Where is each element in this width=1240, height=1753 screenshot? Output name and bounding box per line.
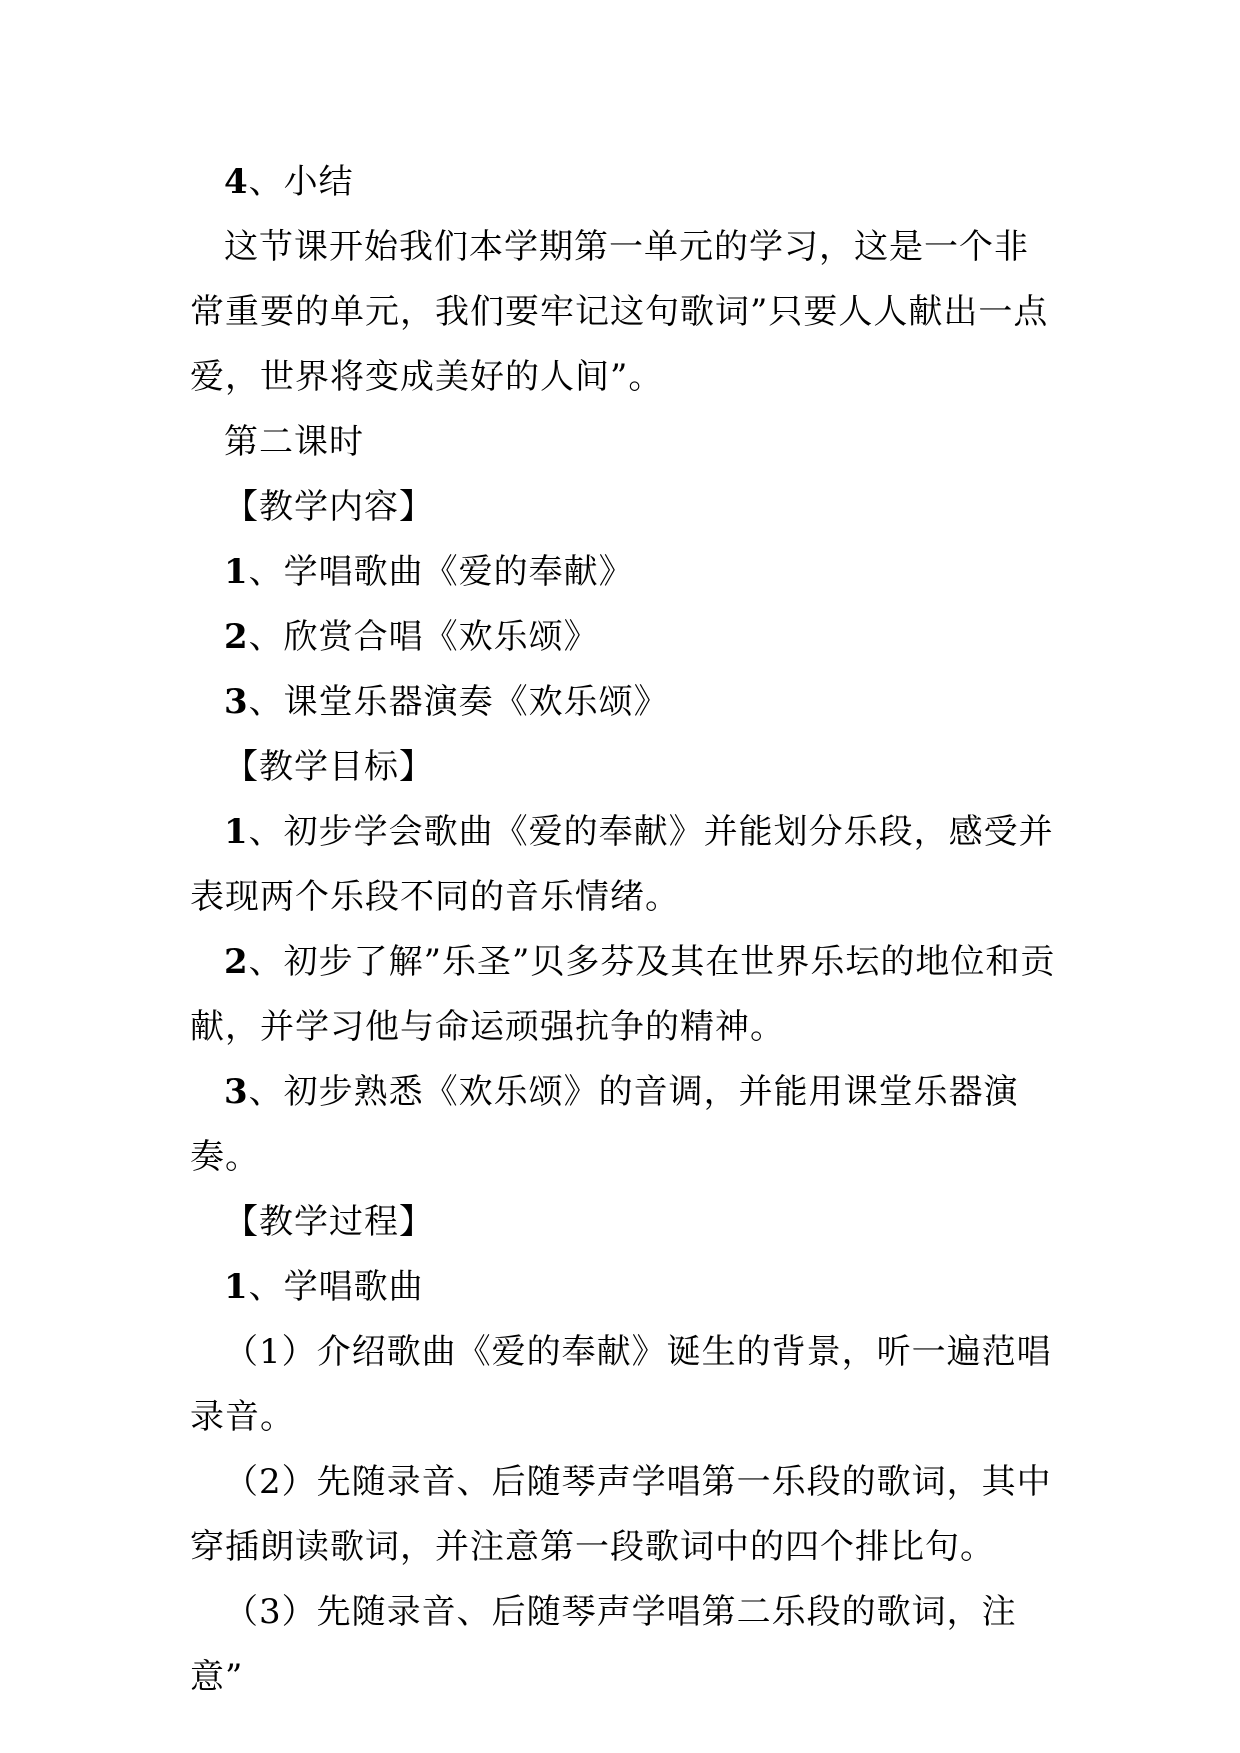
list-item: 3、课堂乐器演奏《欢乐颂》 [224, 682, 669, 722]
sub-item: （2）先随录音、后随琴声学唱第一乐段的歌词，其中穿插朗读歌词，并注意第一段歌词中的四个排比句。 [190, 1462, 1052, 1567]
sub-item: （3）先随录音、后随琴声学唱第二乐段的歌词，注意” [190, 1592, 1017, 1697]
list-item: 1、学唱歌曲《爱的奉献》 [224, 552, 634, 592]
paragraph-summary: 4、小结 [224, 162, 354, 202]
list-item: 2、欣赏合唱《欢乐颂》 [224, 617, 599, 657]
list-item: 1、初步学会歌曲《爱的奉献》并能划分乐段，感受并表现两个乐段不同的音乐情绪。 [190, 812, 1054, 917]
list-item: 2、初步了解”乐圣”贝多芬及其在世界乐坛的地位和贡献，并学习他与命运顽强抗争的精神。 [190, 942, 1056, 1047]
document-body [190, 150, 1060, 1710]
sub-item: （1）介绍歌曲《爱的奉献》诞生的背景，听一遍范唱录音。 [190, 1332, 1052, 1437]
list-item: 3、初步熟悉《欢乐颂》的音调，并能用课堂乐器演奏。 [190, 1072, 1019, 1177]
section-heading-content: 【教学内容】 [224, 487, 434, 527]
paragraph-summary-body: 这节课开始我们本学期第一单元的学习，这是一个非常重要的单元，我们要牢记这句歌词”只要人人献出一点爱，世界将变成美好的人间”。 [190, 227, 1049, 397]
list-item: 1、学唱歌曲 [224, 1267, 424, 1307]
section-heading-goals: 【教学目标】 [224, 747, 434, 787]
section-heading-process: 【教学过程】 [224, 1202, 434, 1242]
lesson-heading: 第二课时 [224, 422, 364, 462]
